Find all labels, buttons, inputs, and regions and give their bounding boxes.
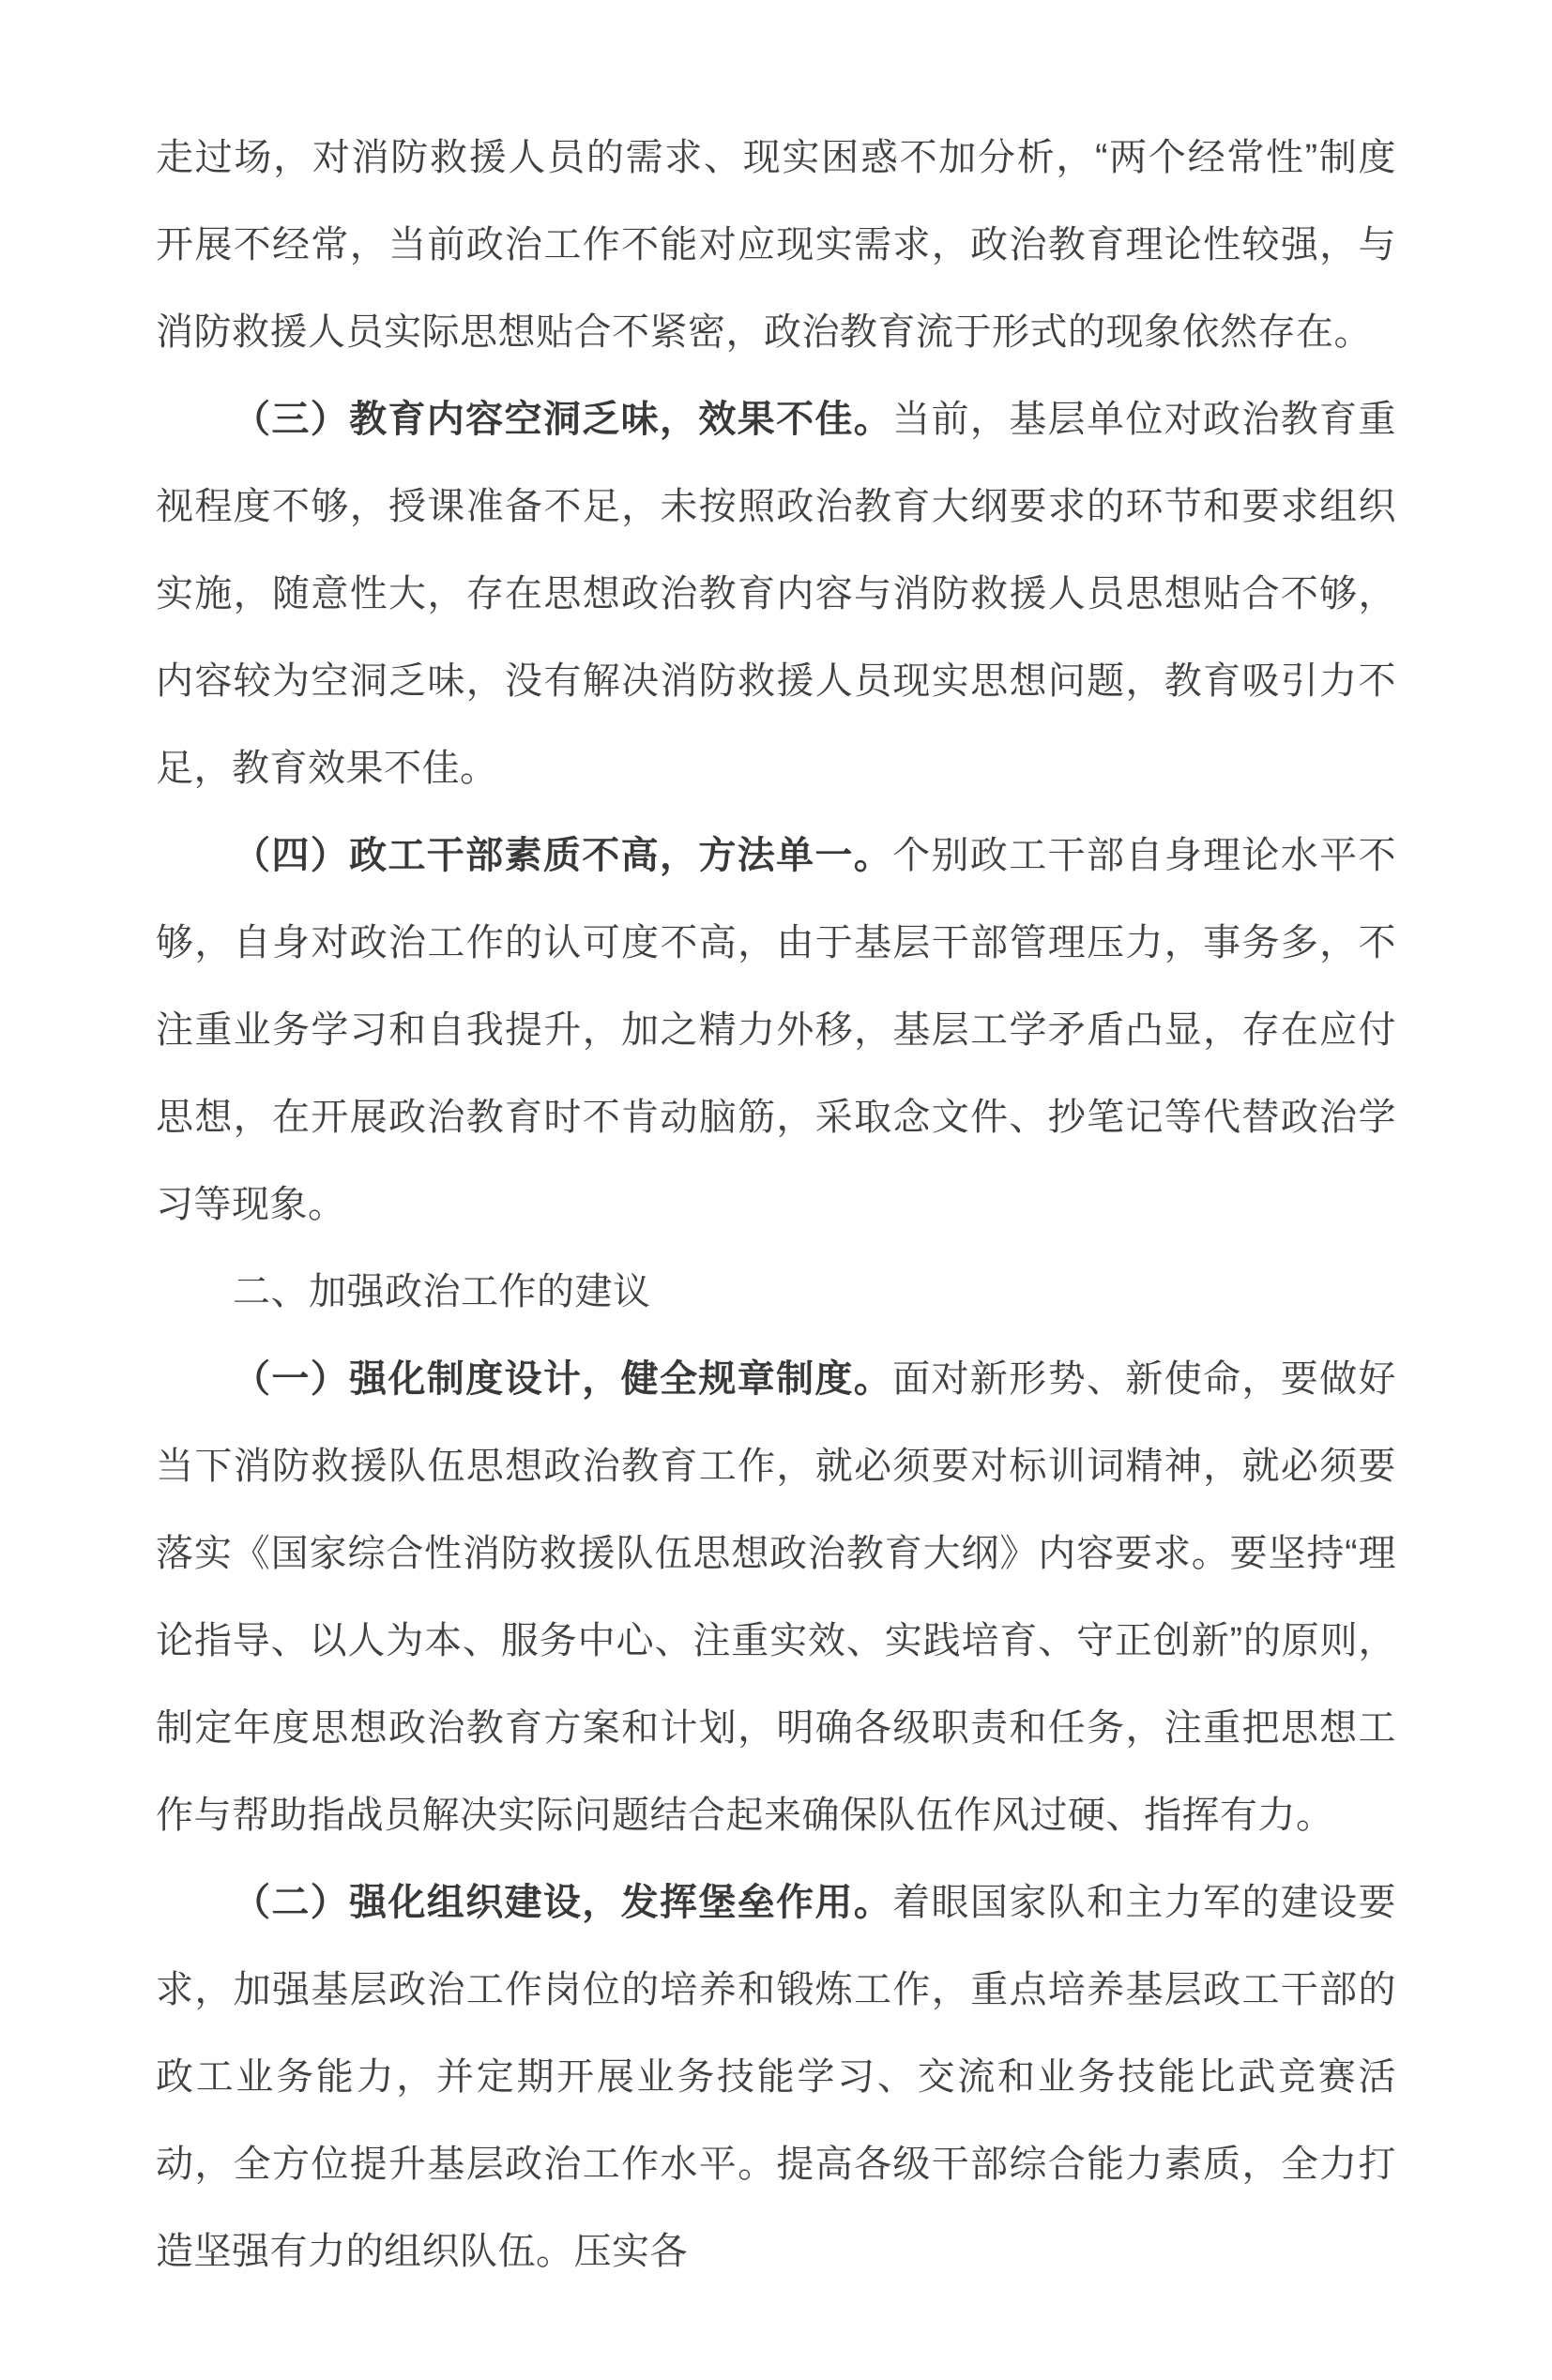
paragraph	[156, 1859, 1396, 2296]
paragraph-text-run: 面对新形势、新使命，要做好当下消防救援队伍思想政治教育工作，就必须要对标训词精神，就必须要落实《国家综合性消防救援队伍思想政治教育大纲》内容要求。要坚持“理论指导、以人为本、服务中心、注重实效、实践培育、守正创新”的原则，制定年度思想政治教育方案和计划，明确各级职责和任务，注重把思想工作与帮助指战员解决实际问题结合起来确保队伍作风过硬、指挥有力。	[156, 1358, 1397, 1836]
paragraph-heading-run: （一）强化制度设计，健全规章制度。	[233, 1358, 893, 1400]
paragraph	[156, 1336, 1396, 1859]
paragraph	[156, 1249, 1396, 1336]
paragraph-heading-run: （三）教育内容空洞乏味，效果不佳。	[233, 399, 893, 440]
paragraph-text-run: 个别政工干部自身理论水平不够，自身对政治工作的认可度不高，由于基层干部管理压力，事务多，不注重业务学习和自我提升，加之精力外移，基层工学矛盾凸显，存在应付思想，在开展政治教育时不肯动脑筋，采取念文件、抄笔记等代替政治学习等现象。	[156, 835, 1397, 1225]
paragraph-text-run: 走过场，对消防救援人员的需求、现实困惑不加分析，“两个经常性”制度开展不经常，当前政治工作不能对应现实需求，政治教育理论性较强，与消防救援人员实际思想贴合不紧密，政治教育流于形式的现象依然存在。	[156, 137, 1396, 353]
paragraph-text-run: 二、加强政治工作的建议	[233, 1271, 651, 1312]
paragraph-text-run: 当前，基层单位对政治教育重视程度不够，授课准备不足，未按照政治教育大纲要求的环节和要求组织实施，随意性大，存在思想政治教育内容与消防救援人员思想贴合不够，内容较为空洞乏味，没有解决消防救援人员现实思想问题，教育吸引力不足，教育效果不佳。	[156, 399, 1397, 789]
document-body	[156, 114, 1396, 2296]
paragraph	[156, 376, 1396, 812]
paragraph-text-run: 着眼国家队和主力军的建设要求，加强基层政治工作岗位的培养和锻炼工作，重点培养基层政工干部的政工业务能力，并定期开展业务技能学习、交流和业务技能比武竞赛活动，全方位提升基层政治工作水平。提高各级干部综合能力素质，全力打造坚强有力的组织队伍。压实各	[156, 1882, 1397, 2272]
paragraph-heading-run: （四）政工干部素质不高，方法单一。	[233, 835, 893, 876]
paragraph	[156, 812, 1396, 1249]
paragraph-heading-run: （二）强化组织建设，发挥堡垒作用。	[233, 1882, 893, 1923]
paragraph	[156, 114, 1396, 376]
